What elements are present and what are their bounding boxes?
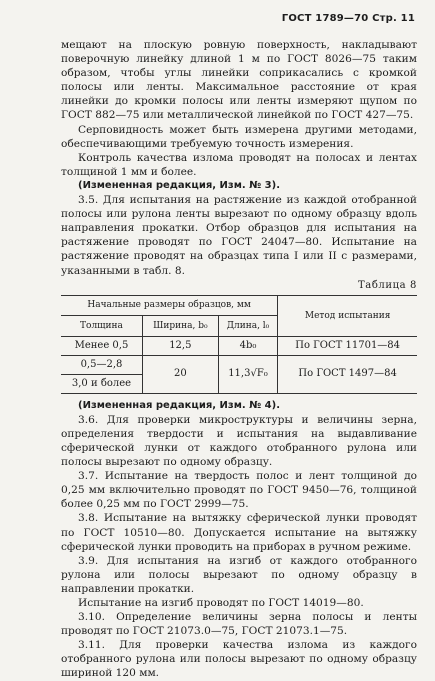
paragraph-3-9: 3.9. Для испытания на изгиб от каждого отобранного рулона или полосы вырезают по одному образцу в направлении прокатки. <box>61 554 417 595</box>
paragraph-3-11: 3.11. Для проверки качества излома из каждого отобранного рулона или полосы вырезают по одному образцу шириной 120 мм. <box>61 639 417 680</box>
paragraph-3-6: 3.6. Для проверки микроструктуры и величины зерна, определения твердости и испытания на выдавливание сферической лунки от каждого отобранного рулона или полосы вырезают по одному образцу. <box>61 413 417 469</box>
paragraph-control: Контроль качества излома проводят на полосах и лентах толщиной 1 мм и более. <box>61 151 417 178</box>
paragraph-curvature: Серповидность может быть измерена другими методами, обеспечивающими требуемую точность измерения. <box>61 123 417 150</box>
edit-note-4: (Измененная редакция, Изм. № 4). <box>78 399 281 411</box>
page-header: ГОСТ 1789—70 Стр. 11 <box>281 13 415 24</box>
cell-length-1: 4b₀ <box>218 336 278 355</box>
col-thickness-header: Толщина <box>61 315 142 336</box>
col-width-header: Ширина, b₀ <box>142 315 218 336</box>
table-8 <box>61 295 417 394</box>
paragraph-3-9-bend: Испытание на изгиб проводят по ГОСТ 14019—80. <box>78 597 364 609</box>
paragraph-3-10: 3.10. Определение величины зерна полосы и ленты проводят по ГОСТ 21073.0—75, ГОСТ 21073.1—75. <box>61 611 417 638</box>
cell-thickness-3: 3,0 и более <box>61 374 142 393</box>
cell-length-merged: 11,3√F₀ <box>218 355 278 393</box>
table-label: Таблица 8 <box>357 279 417 291</box>
paragraph-top: мещают на плоскую ровную поверхность, накладывают поверочную линейку длиной 1 м по ГОСТ 8026—75 таким образом, чтобы углы линейки соприкасались с кромкой полосы или ленты. Максимальное расстояние от края линейки до кромки полосы или ленты измеряют щупом по ГОСТ 882—75 или металлической линейкой по ГОСТ 427—75. <box>61 39 417 122</box>
cell-width-merged: 20 <box>142 355 218 393</box>
paragraph-3-8: 3.8. Испытание на вытяжку сферической лунки проводят по ГОСТ 10510—80. Допускается испытание на вытяжку сферической лунки проводить на приборах в ручном режиме. <box>61 512 417 553</box>
group-header: Начальные размеры образцов, мм <box>61 295 278 315</box>
col-method-header: Метод испытания <box>278 295 417 336</box>
edit-note-3: (Измененная редакция, Изм. № 3). <box>78 179 281 191</box>
cell-method-merged: По ГОСТ 1497—84 <box>278 355 417 393</box>
paragraph-3-5: 3.5. Для испытания на растяжение из каждой отобранной полосы или рулона ленты вырезают по одному образцу вдоль направления прокатки. Отбор образцов для испытания на растяжение проводят по ГОСТ 24047—80. Испытание на растяжение проводят на образцах типа I или II с размерами, указанными в табл. 8. <box>61 194 417 277</box>
paragraph-3-7: 3.7. Испытание на твердость полос и лент толщиной до 0,25 мм включительно проводят по ГОСТ 9450—76, толщиной более 0,25 мм по ГОСТ 2999—75. <box>61 470 417 511</box>
cell-width-1: 12,5 <box>142 336 218 355</box>
document-body <box>61 38 417 681</box>
cell-thickness-1: Менее 0,5 <box>61 336 142 355</box>
col-length-header: Длина, l₀ <box>218 315 278 336</box>
cell-thickness-2: 0,5—2,8 <box>61 355 142 374</box>
cell-method-1: По ГОСТ 11701—84 <box>278 336 417 355</box>
